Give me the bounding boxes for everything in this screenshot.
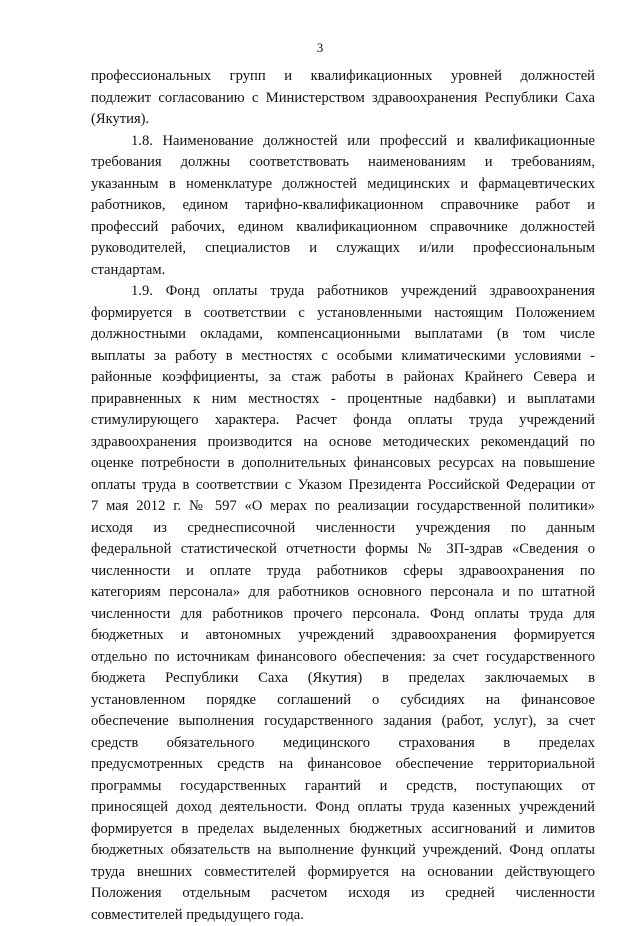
text-line: 7 мая 2012 г. № 597 «О мерах по реализации государственной политики» xyxy=(91,496,595,518)
text-line: профессий рабочих, едином квалификационном справочнике должностей xyxy=(91,217,595,239)
text-line: (Якутия). xyxy=(91,109,595,131)
text-line: районные коэффициенты, за стаж работы в районах Крайнего Севера и xyxy=(91,367,595,389)
text-line: должностными окладами, компенсационными выплатами (в том числе xyxy=(91,324,595,346)
text-line: численности для работников прочего персонала. Фонд оплаты труда для xyxy=(91,604,595,626)
text-line: здравоохранения производится на основе методических рекомендаций по xyxy=(91,432,595,454)
text-line: установленном порядке соглашений о субсидиях на финансовое xyxy=(91,690,595,712)
text-line: стимулирующего характера. Расчет фонда оплаты труда учреждений xyxy=(91,410,595,432)
text-line: бюджета Республики Саха (Якутия) в пределах заключаемых в xyxy=(91,668,595,690)
text-line: отдельно по источникам финансового обеспечения: за счет государственного xyxy=(91,647,595,669)
text-line: требования должны соответствовать наименованиям и требованиям, xyxy=(91,152,595,174)
text-line: выплаты за работу в местностях с особыми климатическими условиями - xyxy=(91,346,595,368)
text-line: бюджетных обязательств на выполнение функций учреждений. Фонд оплаты xyxy=(91,840,595,862)
text-line: средств обязательного медицинского страхования в пределах xyxy=(91,733,595,755)
text-line: подлежит согласованию с Министерством здравоохранения Республики Саха xyxy=(91,88,595,110)
text-line: профессиональных групп и квалификационных уровней должностей xyxy=(91,66,595,88)
text-line: обеспечение выполнения государственного задания (работ, услуг), за счет xyxy=(91,711,595,733)
text-line: оценке потребности в дополнительных финансовых ресурсах на повышение xyxy=(91,453,595,475)
text-line: приравненных к ним местностях - процентные надбавки) и выплатами xyxy=(91,389,595,411)
text-line: 1.8. Наименование должностей или профессий и квалификационные xyxy=(91,131,595,153)
text-line: указанным в номенклатуре должностей медицинских и фармацевтических xyxy=(91,174,595,196)
text-line: совместителей предыдущего года. xyxy=(91,905,595,926)
text-line: категориям персонала» для работников основного персонала и по штатной xyxy=(91,582,595,604)
text-line: программы государственных гарантий и средств, поступающих от xyxy=(91,776,595,798)
text-line: труда внешних совместителей формируется на основании действующего xyxy=(91,862,595,884)
text-line: руководителей, специалистов и служащих и/или профессиональным xyxy=(91,238,595,260)
text-line: работников, едином тарифно-квалификационном справочнике работ и xyxy=(91,195,595,217)
document-body xyxy=(91,66,595,926)
text-line: стандартам. xyxy=(91,260,595,282)
page-number: 3 xyxy=(0,40,640,56)
text-line: численности и оплате труда работников сферы здравоохранения по xyxy=(91,561,595,583)
text-line: формируется в соответствии с установленными настоящим Положением xyxy=(91,303,595,325)
text-line: 1.9. Фонд оплаты труда работников учреждений здравоохранения xyxy=(91,281,595,303)
text-line: Положения отдельным расчетом исходя из средней численности xyxy=(91,883,595,905)
text-line: оплаты труда в соответствии с Указом Президента Российской Федерации от xyxy=(91,475,595,497)
text-line: бюджетных и автономных учреждений здравоохранения формируется xyxy=(91,625,595,647)
text-line: формируется в пределах выделенных бюджетных ассигнований и лимитов xyxy=(91,819,595,841)
text-line: федеральной статистической отчетности формы № ЗП-здрав «Сведения о xyxy=(91,539,595,561)
text-line: исходя из среднесписочной численности учреждения по данным xyxy=(91,518,595,540)
text-line: предусмотренных средств на финансовое обеспечение территориальной xyxy=(91,754,595,776)
text-line: приносящей доход деятельности. Фонд оплаты труда казенных учреждений xyxy=(91,797,595,819)
